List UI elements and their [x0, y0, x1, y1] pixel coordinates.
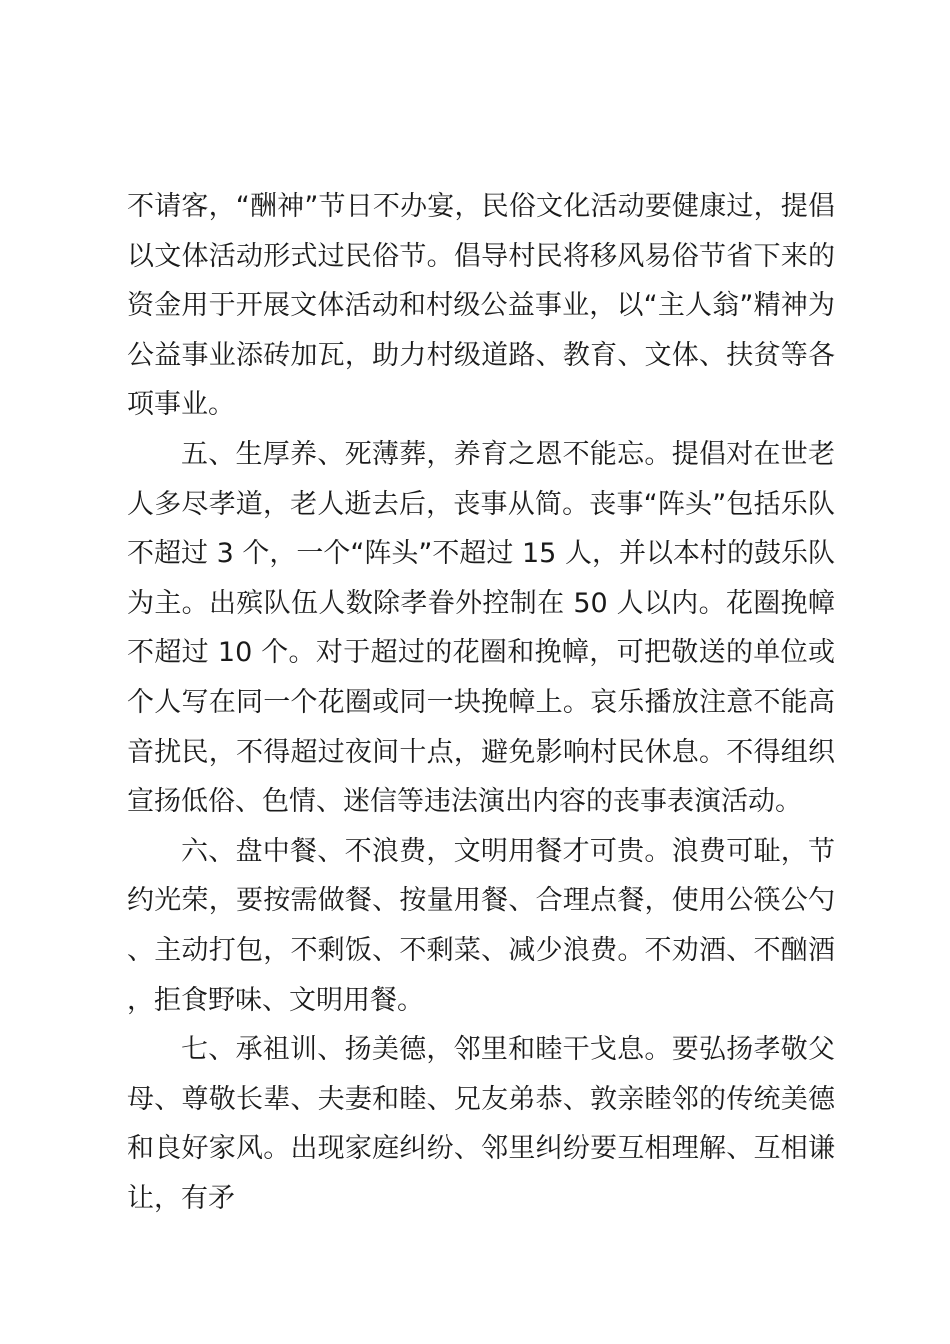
paragraph-item-5: 五、生厚养、死薄葬，养育之恩不能忘。提倡对在世老人多尽孝道，老人逝去后，丧事从简。丧事“阵头”包括乐队不超过 3 个，一个“阵头”不超过 15 人，并以本村的鼓乐队为主。出殡队伍人数除孝眷外控制在 50 人以内。花圈挽幛不超过 10 个。对于超过的花圈和挽幛，可把敬送的单位或个人写在同一个花圈或同一块挽幛上。哀乐播放注意不能高音扰民，不得超过夜间十点，避免影响村民休息。不得组织宣扬低俗、色情、迷信等违法演出内容的丧事表演活动。	[127, 438, 835, 818]
document-body	[127, 182, 835, 1223]
paragraph-continuation: 不请客，“酬神”节日不办宴，民俗文化活动要健康过，提倡以文体活动形式过民俗节。倡导村民将移风易俗节省下来的资金用于开展文体活动和村级公益事业，以“主人翁”精神为公益事业添砖加瓦，助力村级道路、教育、文体、扶贫等各项事业。	[127, 191, 835, 421]
paragraph-item-6: 六、盘中餐、不浪费，文明用餐才可贵。浪费可耻，节约光荣，要按需做餐、按量用餐、合理点餐，使用公筷公勺、主动打包，不剩饭、不剩菜、减少浪费。不劝酒、不酗酒，拒食野味、文明用餐。	[127, 835, 835, 1016]
paragraph-item-7: 七、承祖训、扬美德，邻里和睦干戈息。要弘扬孝敬父母、尊敬长辈、夫妻和睦、兄友弟恭、敦亲睦邻的传统美德和良好家风。出现家庭纠纷、邻里纠纷要互相理解、互相谦让，有矛	[127, 1034, 835, 1214]
